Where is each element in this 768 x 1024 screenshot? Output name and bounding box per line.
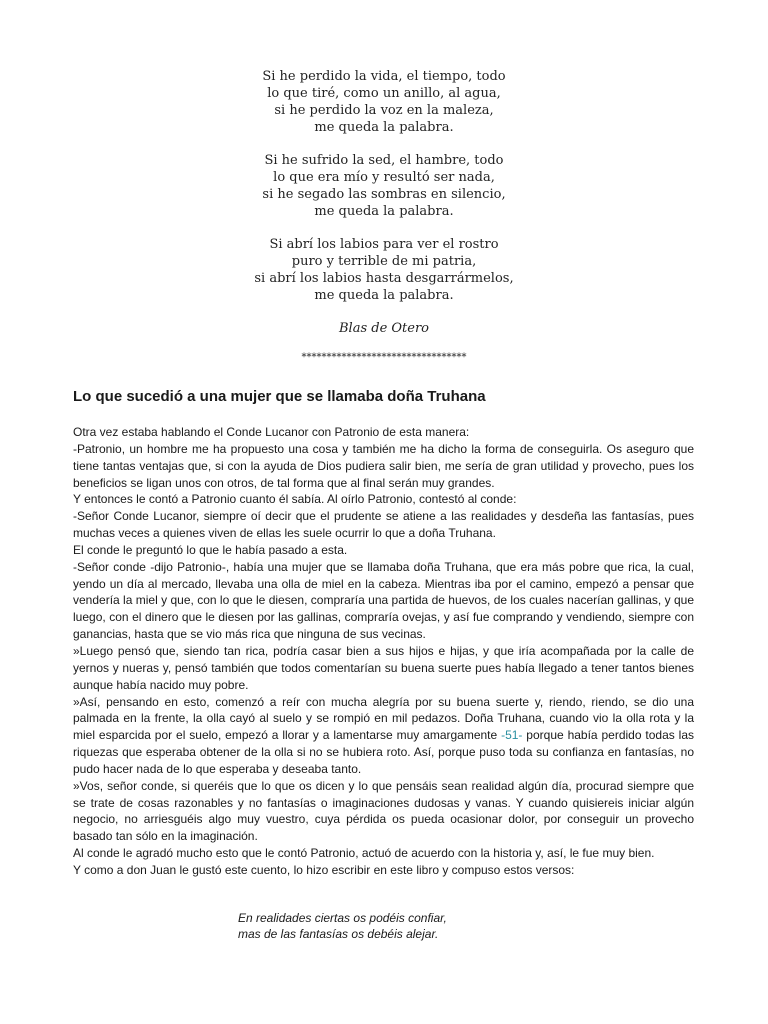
poem-line: me queda la palabra.: [314, 204, 454, 219]
poem-line: Si he sufrido la sed, el hambre, todo: [264, 153, 504, 168]
poem-line: Si he perdido la vida, el tiempo, todo: [262, 69, 506, 84]
paragraph: -Señor Conde Lucanor, siempre oí decir que el prudente se atiene a las realidades y desdeña las fantasías, pues muchas veces a quienes viven de ellas les suele ocurrir lo que a doña Truhana.: [73, 509, 694, 541]
paragraph: Al conde le agradó mucho esto que le contó Patronio, actuó de acuerdo con la historia y, así, le fue muy bien.: [73, 846, 655, 861]
paragraph: »Luego pensó que, siendo tan rica, podría casar bien a sus hijos e hijas, y que iría acompañada por la calle de yernos y nueras y, pensó también que todos comentarían su buena suerte pues había llegado a tener tantos bienes aunque había nacido muy pobre.: [73, 643, 694, 692]
poem: [0, 68, 768, 337]
paragraph: -Señor conde -dijo Patronio-, había una mujer que se llamaba doña Truhana, que era más pobre que rica, la cual, yendo un día al mercado, llevaba una olla de miel en la cabeza. Mientras iba por el camino, empezó a pensar que vendería la miel y que, con lo que le diesen, compraría una partida de huevos, de los cuales nacerían gallinas, y que luego, con el dinero que le diesen por las gallinas, compraría ovejas, y así fue comprando y vendiendo, siempre con ganancias, hasta que se vio más rica que ninguna de sus vecinas.: [73, 559, 694, 642]
paragraph: Y como a don Juan le gustó este cuento, lo hizo escribir en este libro y compuso estos versos:: [73, 862, 575, 877]
poem-stanza-1: [0, 68, 768, 136]
poem-line: me queda la palabra.: [314, 120, 454, 135]
verse-line: mas de las fantasías os debéis alejar.: [238, 927, 439, 941]
paragraph: Y entonces le contó a Patronio cuanto él sabía. Al oírlo Patronio, contestó al conde:: [73, 492, 517, 507]
poem-line: Si abrí los labios para ver el rostro: [269, 237, 499, 252]
poem-line: si he segado las sombras en silencio,: [262, 187, 506, 202]
poem-line: si he perdido la voz en la maleza,: [274, 103, 494, 118]
story-body: [73, 424, 694, 879]
page-number: -51-: [501, 728, 523, 743]
paragraph: El conde le preguntó lo que le había pasado a esta.: [73, 542, 348, 557]
poem-line: si abrí los labios hasta desgarrármelos,: [254, 271, 514, 286]
closing-verses: [238, 910, 447, 942]
section-separator: *********************************: [301, 352, 467, 363]
poem-author: Blas de Otero: [338, 321, 430, 336]
poem-line: puro y terrible de mi patria,: [291, 254, 477, 269]
paragraph: »Vos, señor conde, si queréis que lo que os dicen y lo que pensáis sean realidad algún día, procurad siempre que se trate de cosas razonables y no fantasías o imaginaciones dudosas y vanas. Y cuando quisiereis iniciar algún negocio, no arriesguéis algo muy vuestro, cuya pérdida os pueda ocasionar dolor, por conseguir un provecho basado tan sólo en la imaginación.: [73, 778, 694, 844]
poem-line: lo que tiré, como un anillo, al agua,: [267, 86, 501, 101]
paragraph: Otra vez estaba hablando el Conde Lucanor con Patronio de esta manera:: [73, 425, 470, 439]
story-title: Lo que sucedió a una mujer que se llamaba doña Truhana: [73, 388, 486, 405]
poem-line: me queda la palabra.: [314, 288, 454, 303]
paragraph: -Patronio, un hombre me ha propuesto una cosa y también me ha dicho la forma de conseguirla. Os aseguro que tiene tantas ventajas que, si con la ayuda de Dios pudiera salir bien, me sería de gran utilidad y provecho, pues los beneficios se ligan unos con otros, de tal forma que al final serán muy grandes.: [73, 441, 694, 490]
verse-line: En realidades ciertas os podéis confiar,: [238, 911, 447, 925]
poem-stanza-3: [0, 236, 768, 304]
paragraph-text: »Así, pensando en esto, comenzó a reír con mucha alegría por su buena suerte y, riendo, riendo, se dio una palmada en la frente, la olla cayó al suelo y se rompió en mil pedazos. Doña Truhana, cuando vio la olla rota y la miel esparcida por el suelo, empezó a llorar y a lamentarse muy amargamente: [73, 694, 694, 743]
poem-line: lo que era mío y resultó ser nada,: [273, 170, 495, 185]
paragraph: [73, 694, 694, 778]
poem-stanza-2: [0, 152, 768, 220]
paragraph-text: porque había perdido todas las riquezas que esperaba obtener de la olla si no se hubiera roto. Así, porque puso toda su confianza en fantasías, no pudo hacer nada de lo que esperaba y deseaba tanto.: [73, 728, 694, 776]
